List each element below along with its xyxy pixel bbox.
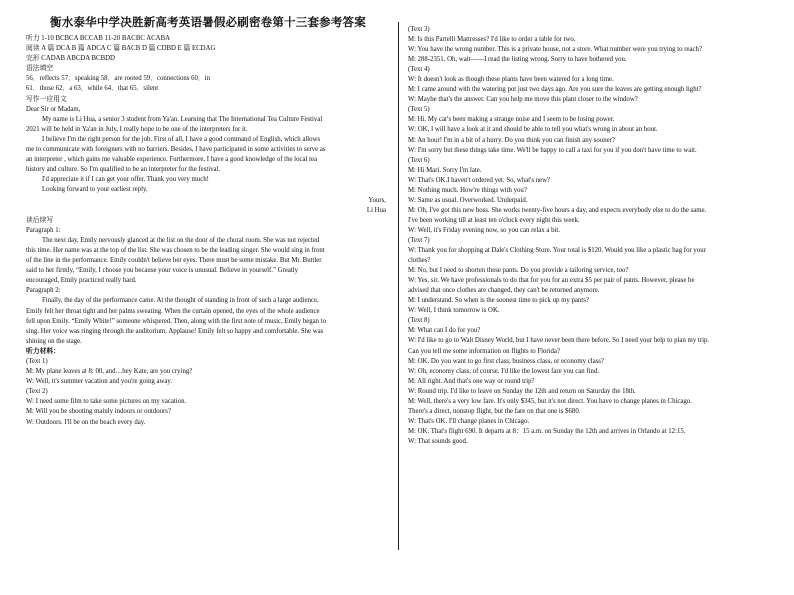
left-text-line: of the line in the performance. Emily couldn't believe her eyes. There must be some mistake. But Mr. Buttler bbox=[26, 257, 322, 265]
left-text-line: 听力 1-10 BCBCA BCCAB 11-20 BACBC ACABA bbox=[26, 35, 171, 42]
right-text-line: (Text 7) bbox=[408, 236, 430, 244]
left-text-line: Looking forward to your earliest reply. bbox=[42, 186, 148, 194]
page-title: 衡水泰华中学决胜新高考英语暑假必刷密卷第十三套参考答案 bbox=[50, 17, 366, 29]
right-text-line: W: It doesn't look as though these plants have been watered for a long time. bbox=[408, 76, 614, 84]
right-text-line: M: Oh, I've got this new boss. She works twenty-five hours a day, and expects everybody else to do the same. bbox=[408, 206, 707, 214]
left-text-line: fell upon Emily. “Emily White!” someone whispered. Then, along with the first note of music, Emily began to bbox=[26, 317, 327, 325]
left-text-line: I'd appreciate it if I can get your offer. Thank you very much! bbox=[42, 176, 209, 184]
left-text-line: (Text 2) bbox=[26, 388, 48, 396]
right-text-line: W: Same as usual. Overworked. Underpaid. bbox=[408, 196, 528, 204]
left-text-line: 写作一应用文 bbox=[26, 95, 67, 103]
left-text-line: Paragraph 2: bbox=[26, 287, 61, 295]
left-column bbox=[26, 34, 390, 595]
left-text-line: Finally, the day of the performance came. At the thought of standing in front of such a large audience, bbox=[42, 297, 319, 305]
left-text-line: The next day, Emily nervously glanced at the list on the door of the choral room. She was not rejected bbox=[42, 236, 320, 244]
right-text-line: M: Well, there's a very low fare. It's only $345, but it's not direct. You have to change planes in Chicago. bbox=[408, 397, 692, 405]
left-text-line: 读后续写 bbox=[26, 216, 54, 224]
right-text-line: advised that once clothes are changed, they can't be returned anymore. bbox=[408, 287, 600, 295]
right-text-line: clothes? bbox=[408, 257, 431, 265]
right-text-line: (Text 4) bbox=[408, 66, 430, 74]
left-text-line: 61．those 62．a 63．while 64．that 65．silent bbox=[26, 85, 159, 93]
right-text-line: W: Well, it's Friday evening now, so you can relax a bit. bbox=[408, 226, 560, 234]
left-text-line: an interpreter , which gains me valuable experience. Furthermore, I have a good knowledge of the local tea bbox=[26, 156, 318, 164]
right-text-line: M: Nothing much. How're things with you? bbox=[408, 186, 527, 194]
right-text-line: M: OK. That's flight 690. It departs at 8：15 a.m. on Sunday the 12th and arrives in Orlando at 12:15. bbox=[408, 427, 686, 435]
right-text-line: (Text 6) bbox=[408, 156, 430, 164]
right-text-line: M: An hour! I'm in a bit of a hurry. Do you think you can finish any sooner? bbox=[408, 136, 615, 144]
right-text-line: W: You have the wrong number. This is a private house, not a store. What number were you trying to reach? bbox=[408, 46, 702, 54]
right-text-line: M: No, but I need to shorten these pants. Do you provide a tailoring service, too? bbox=[408, 267, 629, 275]
left-text-line: W: I need some film to take some pictures on my vacation. bbox=[26, 398, 187, 406]
right-text-line: W: Oh, economy class, of course. I'd like the lowest fare you can find. bbox=[408, 367, 600, 375]
left-text-line: encouraged, Emily practiced really hard. bbox=[26, 277, 137, 285]
right-text-line: W: Round trip. I'd like to leave on Sunday the 12th and return on Saturday the 18th. bbox=[408, 387, 636, 395]
left-text-line: Yours, bbox=[368, 196, 386, 204]
right-text-line: W: I'm sorry but these things take time. We'll be happy to call a taxi for you if you don't have time to wait. bbox=[408, 146, 697, 154]
left-text-line: My name is Li Hua, a senior 3 student from Ya'an. Learning that The International Tea Culture Festival bbox=[42, 115, 323, 123]
right-text-line: W: Thank you for shopping at Dale's Clothing Store. Your total is $120. Would you like a plastic bag for your bbox=[408, 247, 706, 255]
left-text-line: 阅读 A 篇 DCA B 篇 ADCA C 篇 BACB D 篇 CDBD E 篇 ECDAG bbox=[26, 45, 216, 53]
left-text-line: W: Well, it's summer vacation and you're going away. bbox=[26, 378, 173, 386]
left-text-line: Paragraph 1: bbox=[26, 226, 61, 234]
left-text-line: me to communicate with foreigners with no barriers. Besides, I have participated in some activities to serve as bbox=[26, 146, 326, 154]
right-text-line: (Text 8) bbox=[408, 317, 430, 325]
left-text-line: 2021 will be held in Ya'an in July, I really hope to be one of the interpreters for it. bbox=[26, 125, 248, 133]
column-divider bbox=[398, 22, 399, 550]
left-text-line: 56．reflects 57．speaking 58．are rooted 59．connections 60．in bbox=[26, 75, 211, 83]
left-text-line: history and culture. So I'm qualified to be an interpreter for the festival. bbox=[26, 166, 221, 174]
right-text-line: M: 288-2351. Oh, wait——I read the listing wrong. Sorry to have bothered you. bbox=[408, 56, 627, 64]
right-text-line: M: All right. And that's one way or round trip? bbox=[408, 377, 535, 385]
left-text-line: said to her firmly, “Emily, I choose you because your voice is unusual. Believe in yourself.” Greatly bbox=[26, 267, 299, 275]
left-text-line: this time. Her name was at the top of the list. She was chosen to be the leading singer. She would sing in front bbox=[26, 246, 325, 254]
left-text-line: 语法填空 bbox=[26, 65, 54, 73]
right-text-line: M: Hi Mari. Sorry I'm late. bbox=[408, 166, 482, 174]
left-text-line: (Text 1) bbox=[26, 358, 48, 365]
right-text-line: W: That sounds good. bbox=[408, 437, 468, 445]
left-text-line: Dear Sir or Madam, bbox=[26, 105, 81, 113]
left-text-line: Emily felt her throat tight and her palms sweating. When the curtain opened, the eyes of the whole audience bbox=[26, 307, 320, 315]
left-text-line: 听力材料： bbox=[26, 347, 60, 355]
right-text-line: M: OK. Do you want to go first class, business class, or economy class? bbox=[408, 357, 604, 365]
left-text-line: Li Hua bbox=[366, 206, 386, 214]
right-text-line: W: I'd like to go to Walt Disney World, but I have never been there before. So I need your help to plan my trip. bbox=[408, 337, 710, 345]
right-text-line: Can you tell me some information on flights to Florida? bbox=[408, 347, 560, 355]
right-text-line: (Text 3) bbox=[408, 26, 430, 33]
right-text-line: (Text 5) bbox=[408, 106, 430, 114]
right-text-line: M: Hi. My car's been making a strange noise and I seem to be losing power. bbox=[408, 116, 615, 124]
right-text-line: There's a direct, nonstop flight, but the fare on that one is $680. bbox=[408, 407, 581, 415]
right-text-line: W: That's OK. I'll change planes in Chicago. bbox=[408, 417, 530, 425]
right-text-line: M: I understand. So when is the soonest time to pick up my pants? bbox=[408, 297, 589, 305]
right-text-line: I've been working till at least ten o'clock every night this week. bbox=[408, 216, 580, 224]
left-text-line: M: My plane leaves at 8: 00, and…hey Kate, are you crying? bbox=[26, 368, 193, 376]
right-text-line: M: Is this Partelli Mattresses? I'd like to order a table for two. bbox=[408, 36, 576, 44]
left-text-line: 完形 CADAB ABCDA BCBDD bbox=[26, 55, 115, 63]
left-text-line: shining on the stage. bbox=[26, 337, 82, 345]
right-text-line: M: What can I do for you? bbox=[408, 327, 481, 335]
right-text-line: M: I came around with the watering pot just two days ago. Are you sure the leaves are getting enough light? bbox=[408, 86, 702, 94]
left-text-line: W: Outdoors. I'll be on the beach every day. bbox=[26, 418, 146, 426]
left-text-line: sing. Her voice was ringing through the auditorium. Applause! Emily felt so happy and comfortable. She was bbox=[26, 327, 324, 335]
right-text-line: W: OK, I will have a look at it and should be able to tell you what's wrong in about an hour. bbox=[408, 126, 658, 134]
right-column bbox=[408, 25, 776, 586]
right-text-line: W: That's OK.I haven't ordered yet. So, what's new? bbox=[408, 176, 551, 184]
right-text-line: W: Yes, sir. We have professionals to do that for you for an extra $5 per pair of pants. However, please be bbox=[408, 277, 695, 285]
left-text-line: I believe I'm the right person for the job. First of all, I have a good command of English, which allows bbox=[42, 135, 321, 143]
right-text-line: W: Well, I think tomorrow is OK. bbox=[408, 307, 500, 315]
right-text-line: W: Maybe that's the answer. Can you help me move this plant closer to the window? bbox=[408, 96, 638, 104]
left-text-line: M: Will you be shooting mainly indoors or outdoors? bbox=[26, 408, 171, 416]
